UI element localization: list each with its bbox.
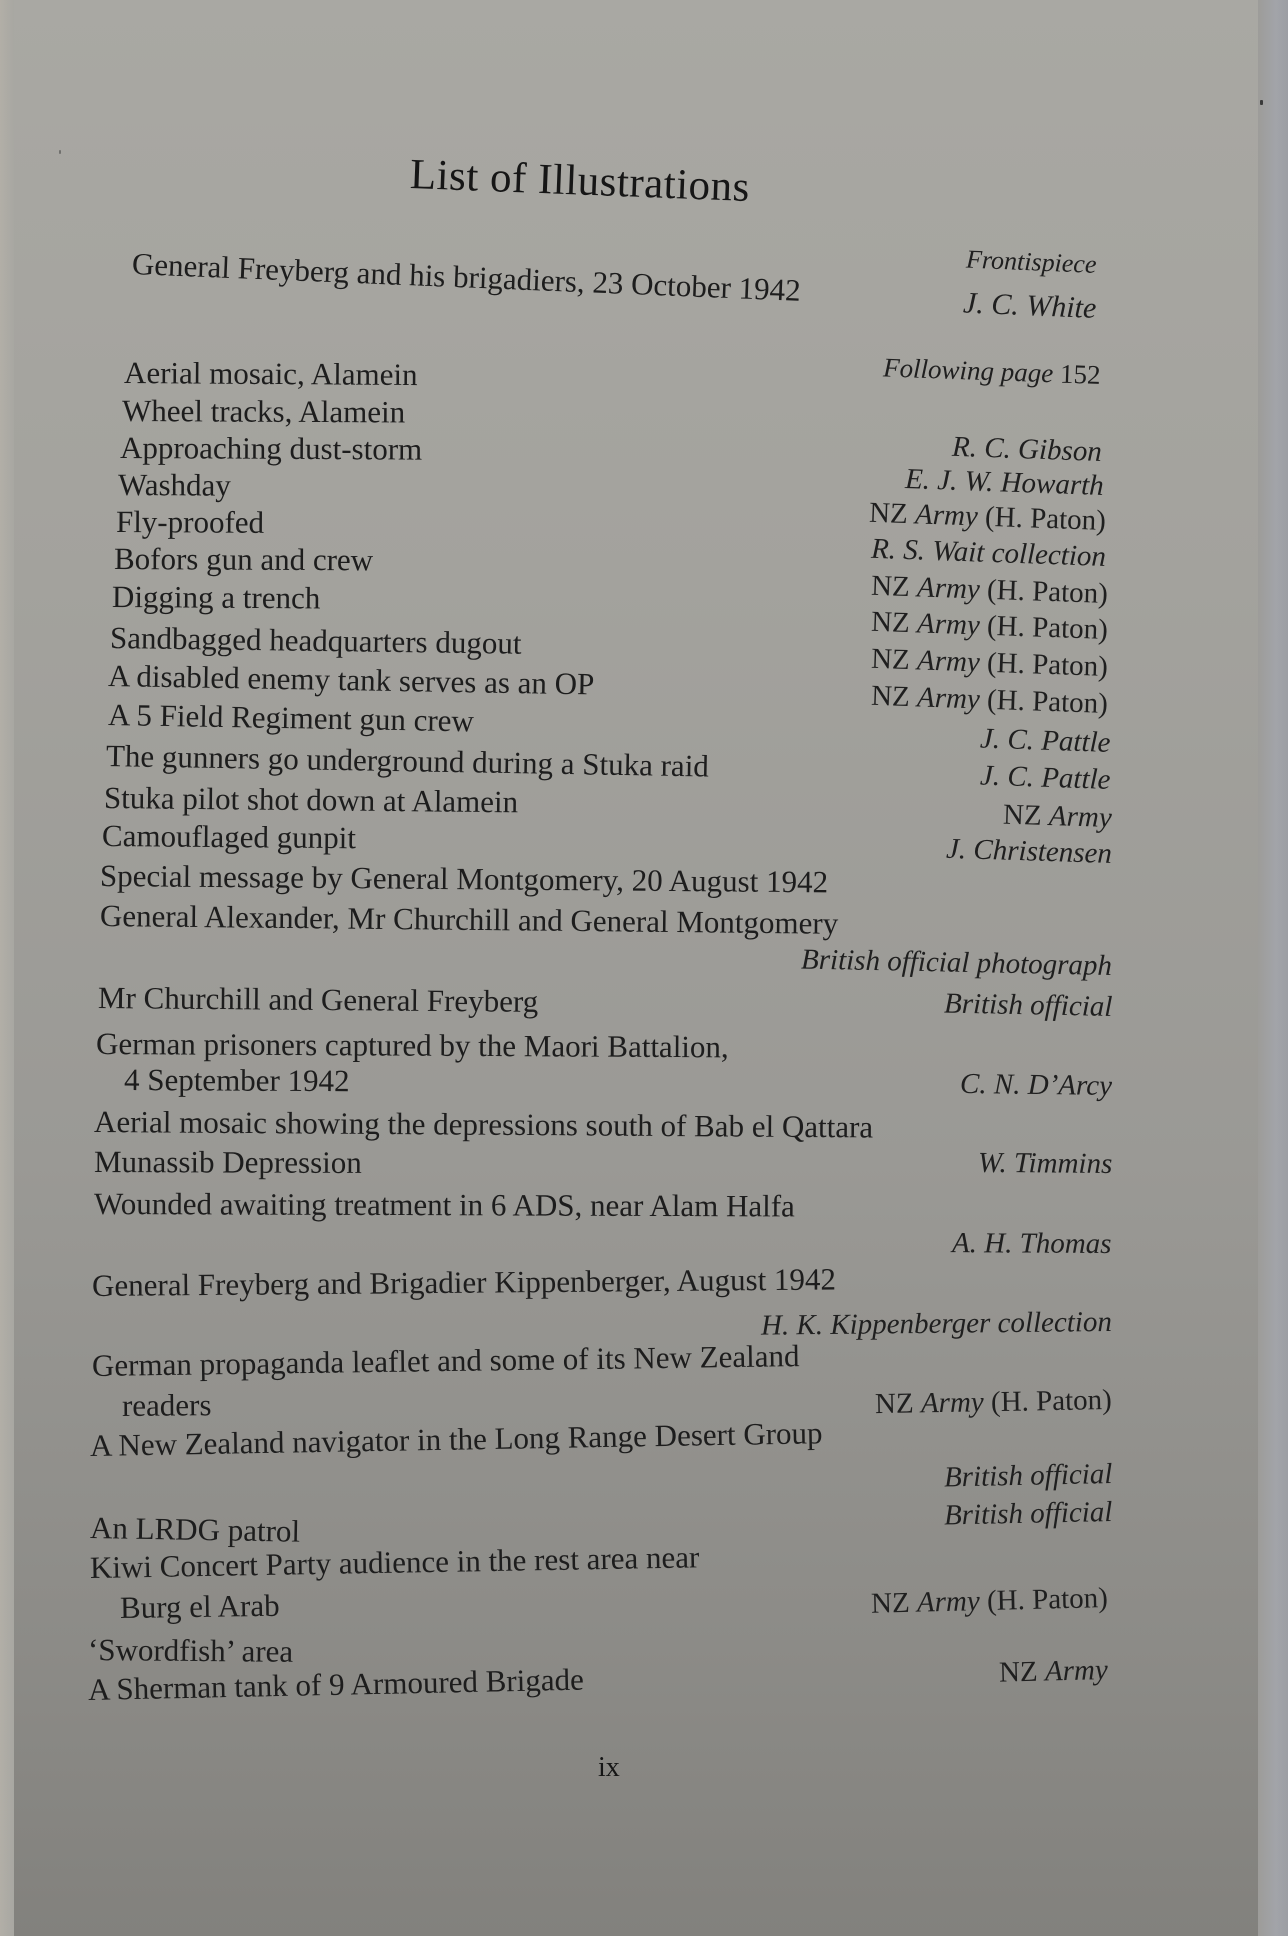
list-item-credit: British official <box>943 1496 1113 1532</box>
list-item-credit: R. S. Wait collection <box>870 532 1107 573</box>
list-item-credit: R. C. Gibson <box>951 430 1103 468</box>
list-item-credit: British official <box>943 1458 1113 1494</box>
list-item-caption: A 5 Field Regiment gun crew <box>107 697 475 739</box>
list-item-credit: British official photograph <box>800 943 1113 982</box>
list-item-credit: NZ Army <box>1002 798 1113 834</box>
list-item-credit: J. C. Pattle <box>979 722 1111 759</box>
list-item-credit: NZ Army (H. Paton) <box>870 1582 1109 1620</box>
list-item-caption: ‘Swordfish’ area <box>87 1632 294 1669</box>
list-item-caption: Aerial mosaic, Alamein <box>123 355 418 393</box>
dust-speck <box>1260 100 1263 105</box>
list-item-credit: NZ Army (H. Paton) <box>870 569 1109 610</box>
list-item-credit: H. K. Kippenberger collection <box>760 1306 1113 1342</box>
list-item-credit: NZ Army (H. Paton) <box>870 642 1109 683</box>
list-item-caption: Wounded awaiting treatment in 6 ADS, near Alam Halfa <box>93 1186 795 1224</box>
list-item-credit: NZ Army (H. Paton) <box>868 496 1107 537</box>
list-item-credit: W. Timmins <box>977 1146 1113 1180</box>
dust-speck <box>59 150 61 154</box>
placement-page: 152 <box>1059 358 1101 390</box>
list-item-caption: Stuka pilot shot down at Alamein <box>103 780 519 820</box>
list-item-caption: Digging a trench <box>111 579 321 616</box>
frontispiece-placement: Frontispiece <box>965 244 1097 279</box>
placement-label: Following page <box>882 352 1054 389</box>
list-item-caption-cont: Burg el Arab <box>119 1587 280 1625</box>
list-item-caption: A New Zealand navigator in the Long Range Desert Group <box>89 1415 823 1463</box>
frontispiece-caption: General Freyberg and his brigadiers, 23 October 1942 <box>131 246 802 308</box>
list-item-caption: General Freyberg and Brigadier Kippenberger, August 1942 <box>91 1261 837 1303</box>
list-item-caption: A Sherman tank of 9 Armoured Brigade <box>87 1661 585 1707</box>
list-item-caption: Bofors gun and crew <box>113 541 374 578</box>
list-item-credit: J. C. Pattle <box>979 759 1111 796</box>
list-item-caption: A disabled enemy tank serves as an OP <box>107 658 595 702</box>
credit-org: NZ <box>868 496 916 531</box>
list-item-caption: Wheel tracks, Alamein <box>121 393 406 430</box>
list-item-caption: German propaganda leaflet and some of its New Zealand <box>91 1338 800 1383</box>
list-item-caption-cont: readers <box>121 1387 212 1423</box>
list-item-caption: Special message by General Montgomery, 20 August 1942 <box>99 858 829 900</box>
list-item-credit: A. H. Thomas <box>952 1227 1113 1260</box>
list-item-caption: Approaching dust-storm <box>119 430 423 467</box>
list-item-credit: NZ Army (H. Paton) <box>874 1384 1113 1421</box>
frontispiece-credit: J. C. White <box>962 286 1097 325</box>
section-placement <box>882 352 1100 391</box>
page-edge-right <box>1258 0 1288 1936</box>
list-item-caption: Camouflaged gunpit <box>101 818 357 856</box>
list-item-caption: General Alexander, Mr Churchill and General Montgomery <box>99 898 839 941</box>
credit-italic: Army <box>914 498 986 533</box>
list-item-caption: Mr Churchill and General Freyberg <box>97 980 539 1019</box>
list-item-caption: Sandbagged headquarters dugout <box>109 620 522 661</box>
list-item-caption-cont: 4 September 1942 <box>123 1062 350 1099</box>
list-item-credit: E. J. W. Howarth <box>904 463 1105 502</box>
list-item-credit: C. N. D’Arcy <box>959 1067 1113 1102</box>
list-item-caption: German prisoners captured by the Maori Battalion, <box>95 1026 729 1065</box>
list-item-credit: British official <box>943 987 1113 1023</box>
list-item-caption: Kiwi Concert Party audience in the rest area near <box>89 1539 700 1585</box>
list-item-caption: Washday <box>117 467 231 503</box>
list-item-caption: The gunners go underground during a Stuka raid <box>105 738 710 784</box>
list-item-caption: Fly-proofed <box>115 504 265 540</box>
list-item-caption: Munassib Depression <box>93 1144 362 1180</box>
list-item-credit: NZ Army (H. Paton) <box>870 679 1109 720</box>
list-item-caption: Aerial mosaic showing the depressions south of Bab el Qattara <box>93 1104 874 1145</box>
list-item-credit: J. Christensen <box>945 832 1113 870</box>
list-item-credit: NZ Army (H. Paton) <box>870 605 1109 646</box>
page-number: ix <box>598 1752 620 1783</box>
list-item-credit: NZ Army <box>998 1654 1109 1689</box>
page-title: List of Illustrations <box>409 151 751 212</box>
list-item-caption: An LRDG patrol <box>89 1510 301 1549</box>
